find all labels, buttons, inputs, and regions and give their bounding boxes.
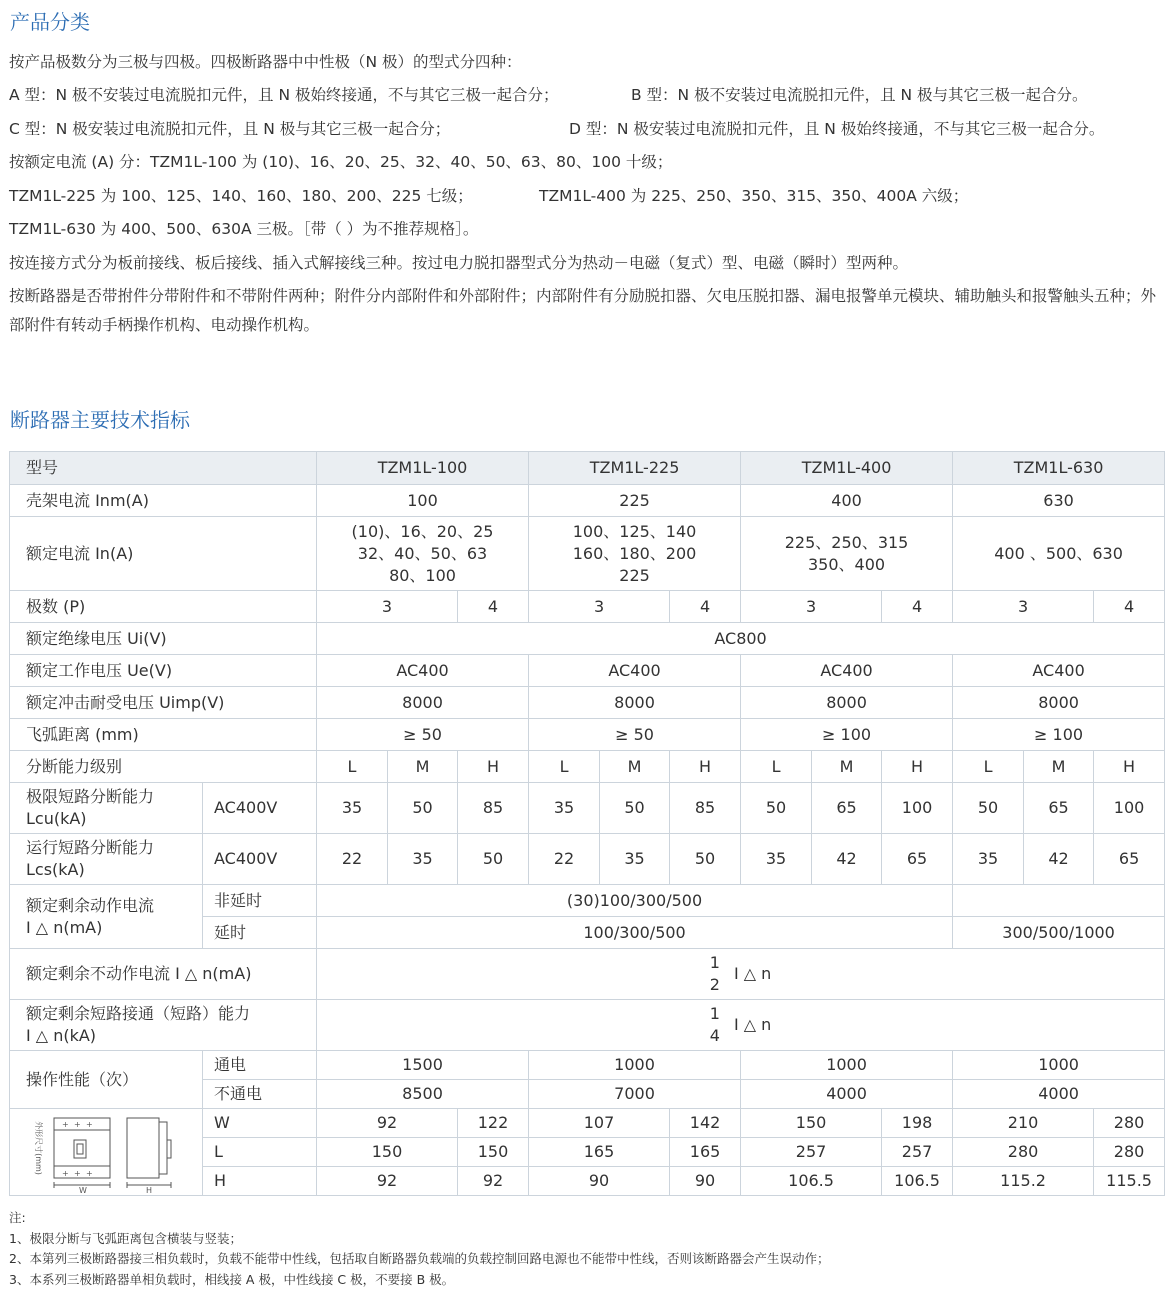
row-label-line: 运行短路分断能力 <box>26 838 155 857</box>
row-label: 额定绝缘电压 Ui(V) <box>10 623 317 655</box>
table-cell <box>529 517 741 591</box>
notes-block <box>9 1208 829 1290</box>
fraction-numerator: 1 <box>709 953 720 972</box>
table-row <box>10 1000 1165 1051</box>
table-cell: H <box>458 751 529 783</box>
table-cell: 90 <box>529 1167 670 1196</box>
table-row <box>10 591 1165 623</box>
table-cell: 90 <box>670 1167 741 1196</box>
table-cell: 35 <box>388 834 458 885</box>
table-cell: 106.5 <box>741 1167 882 1196</box>
table-cell: 50 <box>388 783 458 834</box>
table-cell <box>953 517 1165 591</box>
sub-label: H <box>203 1167 317 1196</box>
table-cell: 280 <box>953 1138 1094 1167</box>
table-cell: 35 <box>317 783 388 834</box>
table-row <box>10 783 1165 834</box>
table-row <box>10 1051 1165 1080</box>
table-cell <box>953 885 1165 917</box>
table-cell: ≥ 100 <box>953 719 1165 751</box>
table-cell: 150 <box>741 1109 882 1138</box>
table-cell: 7000 <box>529 1080 741 1109</box>
table-cell: 100 <box>317 485 529 517</box>
cell-line: 225 <box>619 565 650 585</box>
table-cell: ≥ 100 <box>741 719 953 751</box>
row-label: 飞弧距离 (mm) <box>10 719 317 751</box>
table-cell: 35 <box>600 834 670 885</box>
table-row <box>10 751 1165 783</box>
table-cell: 257 <box>741 1138 882 1167</box>
table-cell: 35 <box>529 783 600 834</box>
classification-line: C 型：N 极安装过电流脱扣元件，且 N 极与其它三极一起合分； <box>9 120 451 138</box>
table-cell: 150 <box>317 1138 458 1167</box>
table-cell: 150 <box>458 1138 529 1167</box>
table-row <box>10 719 1165 751</box>
header-model-225: TZM1L-225 <box>529 452 741 485</box>
table-cell: 8000 <box>529 687 741 719</box>
table-cell: 65 <box>812 783 882 834</box>
table-cell: 225 <box>529 485 741 517</box>
table-cell: ≥ 50 <box>529 719 741 751</box>
table-cell: 100 <box>882 783 953 834</box>
table-cell: 1000 <box>953 1051 1165 1080</box>
voltage-label: AC400V <box>203 783 317 834</box>
table-row <box>10 949 1165 1000</box>
table-cell: L <box>317 751 388 783</box>
row-label <box>10 783 203 834</box>
table-cell: 257 <box>882 1138 953 1167</box>
table-cell: 42 <box>1024 834 1094 885</box>
table-cell: AC400 <box>317 655 529 687</box>
svg-text:+: + <box>61 1169 69 1178</box>
table-cell: 65 <box>882 834 953 885</box>
table-cell: 50 <box>741 783 812 834</box>
table-cell: 4000 <box>953 1080 1165 1109</box>
table-cell: M <box>812 751 882 783</box>
table-cell: ≥ 50 <box>317 719 529 751</box>
row-label: 额定电流 In(A) <box>10 517 317 591</box>
table-cell: 65 <box>1024 783 1094 834</box>
sub-label: W <box>203 1109 317 1138</box>
fraction-denominator: 4 <box>709 1026 720 1045</box>
table-cell: AC800 <box>317 623 1165 655</box>
fraction <box>710 1003 720 1047</box>
row-label-line: 额定剩余动作电流 <box>26 895 155 915</box>
table-row <box>10 687 1165 719</box>
table-cell: 165 <box>529 1138 670 1167</box>
table-cell: 4 <box>670 591 741 623</box>
table-cell: 165 <box>670 1138 741 1167</box>
notes-title: 注: <box>9 1210 26 1225</box>
table-cell: 122 <box>458 1109 529 1138</box>
svg-text:+: + <box>73 1169 81 1178</box>
table-cell: H <box>882 751 953 783</box>
breaker-outline-diagram <box>14 1110 199 1194</box>
table-cell: 92 <box>458 1167 529 1196</box>
header-model-100: TZM1L-100 <box>317 452 529 485</box>
cell-line: 100、125、140 <box>572 521 697 541</box>
cell-line: (10)、16、20、25 <box>351 521 494 541</box>
note-item: 1、极限分断与飞弧距离包含横装与竖装； <box>9 1230 242 1246</box>
classification-line: TZM1L-630 为 400、500、630A 三极。［带（ ）为不推荐规格］。 <box>9 220 479 238</box>
table-row <box>10 517 1165 591</box>
table-row <box>10 485 1165 517</box>
table-cell: AC400 <box>953 655 1165 687</box>
fraction-suffix: I △ n <box>733 964 772 983</box>
row-label: 额定工作电压 Ue(V) <box>10 655 317 687</box>
table-cell: 50 <box>953 783 1024 834</box>
classification-line: 按连接方式分为板前接线、板后接线、插入式解接线三种。按过电力脱扣器型式分为热动－电磁（复式）型、电磁（瞬时）型两种。 <box>9 254 909 272</box>
dimension-diagram-cell <box>10 1109 203 1196</box>
note-item: 3、本系列三极断路器单相负载时，相线接 A 极，中性线接 C 极，不要接 B 极。 <box>9 1271 455 1287</box>
table-cell: L <box>741 751 812 783</box>
table-cell: 85 <box>670 783 741 834</box>
table-cell: L <box>953 751 1024 783</box>
table-cell: 8000 <box>953 687 1165 719</box>
table-cell: 280 <box>1094 1138 1165 1167</box>
row-label: 额定冲击耐受电压 Uimp(V) <box>10 687 317 719</box>
table-cell: 42 <box>812 834 882 885</box>
sub-label: 不通电 <box>203 1080 317 1109</box>
fraction <box>710 952 720 996</box>
table-cell <box>741 517 953 591</box>
table-cell: 3 <box>317 591 458 623</box>
table-cell <box>317 1000 1165 1051</box>
fraction-denominator: 2 <box>709 975 720 994</box>
table-cell: 198 <box>882 1109 953 1138</box>
table-cell: 22 <box>529 834 600 885</box>
table-cell: 35 <box>953 834 1024 885</box>
svg-text:+: + <box>85 1120 93 1129</box>
table-cell: 22 <box>317 834 388 885</box>
row-label: 极数 (P) <box>10 591 317 623</box>
voltage-label: AC400V <box>203 834 317 885</box>
row-label <box>10 885 203 949</box>
table-cell: 3 <box>953 591 1094 623</box>
section-title-product-classification: 产品分类 <box>10 10 90 34</box>
svg-text:+: + <box>73 1120 81 1129</box>
table-cell: M <box>600 751 670 783</box>
classification-line: A 型：N 极不安装过电流脱扣元件，且 N 极始终接通，不与其它三极一起合分； <box>9 86 559 104</box>
row-label-line: Lcu(kA) <box>26 809 87 828</box>
dimension-caption: 外形尺寸(mm) <box>33 1121 43 1175</box>
table-cell: 1000 <box>741 1051 953 1080</box>
cell-line: 32、40、50、63 <box>357 543 488 563</box>
table-cell: 210 <box>953 1109 1094 1138</box>
table-row <box>10 655 1165 687</box>
row-label: 壳架电流 Inm(A) <box>10 485 317 517</box>
table-cell: (30)100/300/500 <box>317 885 953 917</box>
table-cell: H <box>670 751 741 783</box>
header-model-400: TZM1L-400 <box>741 452 953 485</box>
row-label-line: 极限短路分断能力 <box>26 787 155 806</box>
table-cell: 85 <box>458 783 529 834</box>
cell-line: 400 、500、630 <box>994 543 1123 563</box>
header-model-630: TZM1L-630 <box>953 452 1165 485</box>
diagram-w-label: W <box>78 1186 87 1194</box>
classification-line: 按额定电流 (A) 分：TZM1L-100 为 (10)、16、20、25、32、40、50、63、80、100 十级； <box>9 153 673 171</box>
table-cell: 65 <box>1094 834 1165 885</box>
table-cell <box>317 949 1165 1000</box>
table-cell: 50 <box>458 834 529 885</box>
row-label-line: I △ n(kA) <box>26 1026 97 1045</box>
table-cell: 280 <box>1094 1109 1165 1138</box>
table-cell: 1000 <box>529 1051 741 1080</box>
row-label <box>10 1000 317 1051</box>
table-cell: M <box>388 751 458 783</box>
sub-label: 非延时 <box>203 885 317 917</box>
table-cell: AC400 <box>529 655 741 687</box>
cell-line: 225、250、315 <box>784 532 909 552</box>
classification-paragraph: 按断路器是否带拊件分带附件和不带附件两种；附件分内部附件和外部附件；内部附件有分励脱扣器、欠电压脱扣器、漏电报警单元模块、辅助触头和报警触头五种；外部附件有转动手柄操作机构、电动操作机构。 <box>9 287 1157 334</box>
spec-table <box>9 451 1165 1196</box>
row-label-line: 额定剩余短路接通（短路）能力 <box>26 1004 251 1023</box>
table-row <box>10 1109 1165 1138</box>
cell-line: 80、100 <box>389 565 456 585</box>
table-cell: 100/300/500 <box>317 917 953 949</box>
table-cell: 4000 <box>741 1080 953 1109</box>
table-cell: 92 <box>317 1109 458 1138</box>
row-label: 操作性能（次） <box>10 1051 203 1109</box>
svg-text:+: + <box>61 1120 69 1129</box>
table-cell: 100 <box>1094 783 1165 834</box>
table-cell: L <box>529 751 600 783</box>
table-cell: 4 <box>1094 591 1165 623</box>
sub-label: L <box>203 1138 317 1167</box>
table-header-row <box>10 452 1165 485</box>
table-cell: H <box>1094 751 1165 783</box>
table-cell: 8500 <box>317 1080 529 1109</box>
cell-line: 350、400 <box>808 554 886 574</box>
header-model: 型号 <box>10 452 317 485</box>
table-cell: 50 <box>670 834 741 885</box>
table-cell: 106.5 <box>882 1167 953 1196</box>
table-cell: 115.5 <box>1094 1167 1165 1196</box>
sub-label: 延时 <box>203 917 317 949</box>
table-row <box>10 885 1165 917</box>
table-cell: 400 <box>741 485 953 517</box>
table-cell: 630 <box>953 485 1165 517</box>
table-cell: 50 <box>600 783 670 834</box>
row-label: 额定剩余不动作电流 I △ n(mA) <box>10 949 317 1000</box>
table-cell: 1500 <box>317 1051 529 1080</box>
classification-line: 按产品极数分为三极与四极。四极断路器中中性极（N 极）的型式分四种： <box>9 53 522 71</box>
table-cell: 300/500/1000 <box>953 917 1165 949</box>
table-cell: 8000 <box>741 687 953 719</box>
table-cell: 4 <box>882 591 953 623</box>
cell-line: 160、180、200 <box>572 543 697 563</box>
fraction-numerator: 1 <box>709 1004 720 1023</box>
section-title-specifications: 断路器主要技术指标 <box>10 408 190 432</box>
row-label: 分断能力级别 <box>10 751 317 783</box>
row-label <box>10 834 203 885</box>
table-cell: 3 <box>741 591 882 623</box>
table-row <box>10 834 1165 885</box>
classification-line: TZM1L-225 为 100、125、140、160、180、200、225 七级； <box>9 187 473 205</box>
table-cell: 107 <box>529 1109 670 1138</box>
classification-line: TZM1L-400 为 225、250、350、315、350、400A 六级； <box>539 187 969 205</box>
classification-line: D 型：N 极安装过电流脱扣元件，且 N 极始终接通，不与其它三极一起合分。 <box>569 120 1105 138</box>
table-row <box>10 623 1165 655</box>
table-cell: 115.2 <box>953 1167 1094 1196</box>
table-cell: 35 <box>741 834 812 885</box>
note-item: 2、本第列三极断路器接三相负载时，负载不能带中性线，包括取自断路器负载端的负载控制回路电源也不能带中性线，否则该断路器会产生误动作； <box>9 1251 830 1266</box>
sub-label: 通电 <box>203 1051 317 1080</box>
table-cell: 3 <box>529 591 670 623</box>
table-cell: AC400 <box>741 655 953 687</box>
table-cell: M <box>1024 751 1094 783</box>
table-cell: 4 <box>458 591 529 623</box>
table-cell: 8000 <box>317 687 529 719</box>
table-cell: 92 <box>317 1167 458 1196</box>
row-label-line: I △ n(mA) <box>26 917 103 937</box>
svg-text:+: + <box>85 1169 93 1178</box>
table-cell: 142 <box>670 1109 741 1138</box>
classification-line: B 型：N 极不安装过电流脱扣元件，且 N 极与其它三极一起合分。 <box>631 86 1088 104</box>
table-cell <box>317 517 529 591</box>
row-label-line: Lcs(kA) <box>26 860 85 879</box>
fraction-suffix: I △ n <box>733 1015 772 1034</box>
diagram-h-label: H <box>145 1186 152 1194</box>
